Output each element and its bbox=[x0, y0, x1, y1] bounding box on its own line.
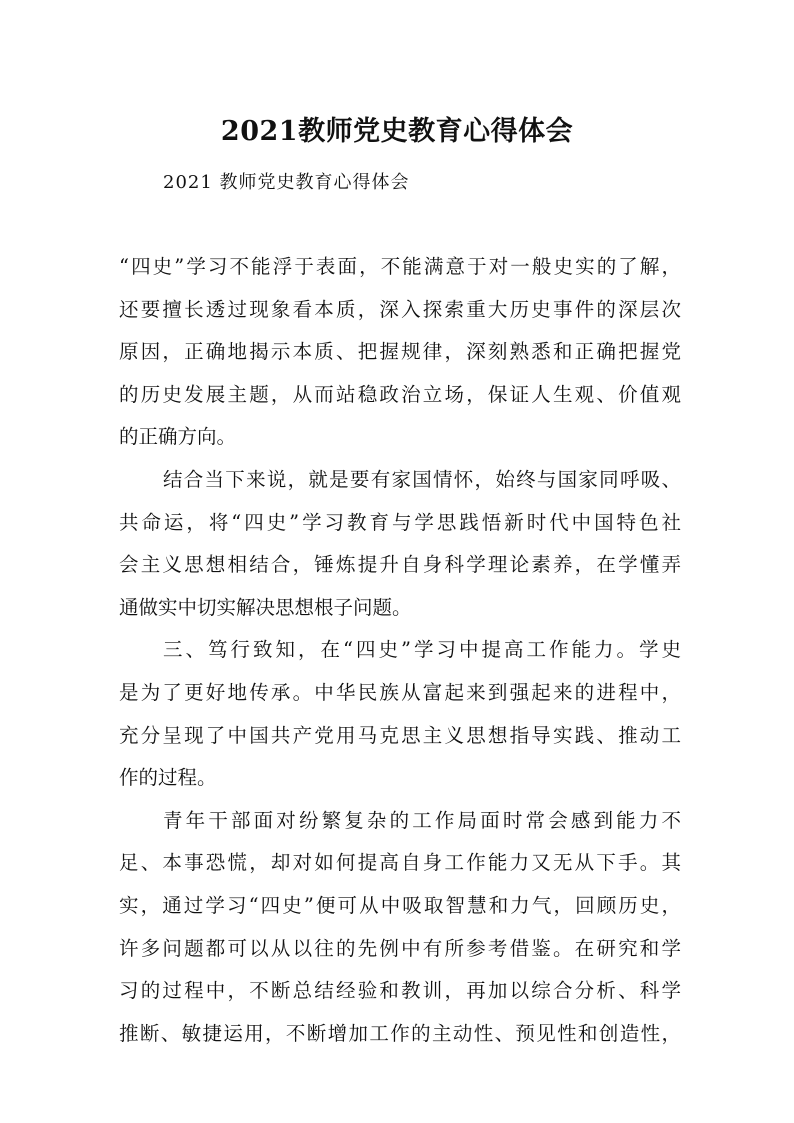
document-title: 2021教师党史教育心得体会 bbox=[220, 116, 574, 147]
body-line: 许多问题都可以从以往的先例中有所参考借鉴。在研究和学 bbox=[119, 936, 681, 960]
body-line: 实，通过学习“四史”便可从中吸取智慧和力气，回顾历史， bbox=[119, 893, 681, 917]
body-line: 的历史发展主题，从而站稳政治立场，保证人生观、价值观 bbox=[119, 382, 681, 406]
body-line: 充分呈现了中国共产党用马克思主义思想指导实践、推动工 bbox=[119, 723, 681, 747]
body-line: 结合当下来说，就是要有家国情怀，始终与国家同呼吸、 bbox=[163, 467, 681, 491]
document-body bbox=[119, 246, 681, 1055]
body-line: 通做实中切实解决思想根子问题。 bbox=[119, 595, 412, 619]
document-subtitle: 2021 教师党史教育心得体会 bbox=[163, 172, 410, 193]
body-line: 习的过程中，不断总结经验和教训，再加以综合分析、科学 bbox=[119, 979, 681, 1003]
body-line: 推断、敏捷运用，不断增加工作的主动性、预见性和创造性， bbox=[119, 1021, 681, 1045]
body-line: “四史”学习不能浮于表面，不能满意于对一般史实的了解， bbox=[119, 255, 681, 278]
body-line: 还要擅长透过现象看本质，深入探索重大历史事件的深层次 bbox=[119, 297, 681, 321]
body-line: 共命运，将“四史”学习教育与学思践悟新时代中国特色社 bbox=[119, 510, 681, 534]
body-line: 足、本事恐慌，却对如何提高自身工作能力又无从下手。其 bbox=[119, 851, 681, 875]
body-line: 作的过程。 bbox=[119, 766, 217, 790]
body-line: 青年干部面对纷繁复杂的工作局面时常会感到能力不 bbox=[163, 808, 681, 832]
body-line: 的正确方向。 bbox=[119, 425, 237, 449]
body-line: 原因，正确地揭示本质、把握规律，深刻熟悉和正确把握党 bbox=[119, 340, 681, 364]
body-line: 会主义思想相结合，锤炼提升自身科学理论素养，在学懂弄 bbox=[119, 553, 681, 577]
body-line: 是为了更好地传承。中华民族从富起来到强起来的进程中， bbox=[119, 680, 681, 704]
body-line: 三、笃行致知，在“四史”学习中提高工作能力。学史 bbox=[163, 638, 681, 662]
